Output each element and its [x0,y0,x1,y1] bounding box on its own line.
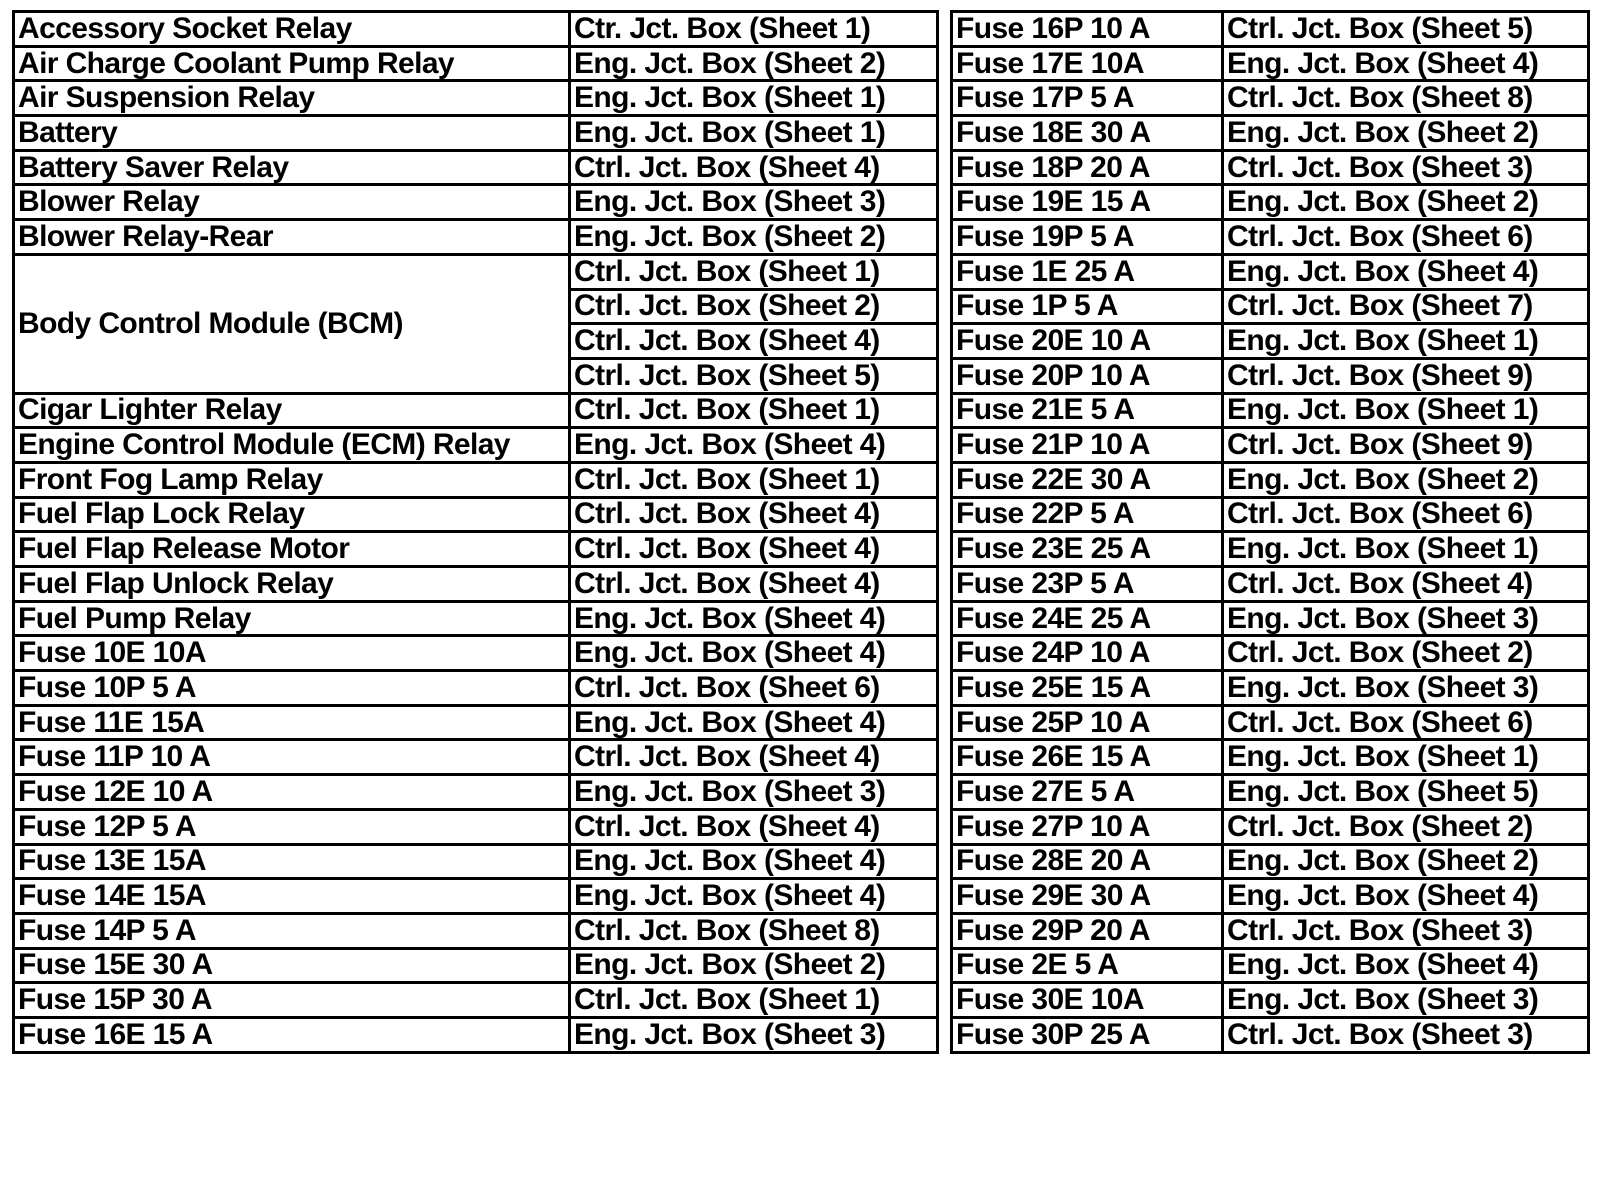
table-row [952,358,1589,393]
location-cell: Eng. Jct. Box (Sheet 4) [570,879,938,914]
table-row [952,740,1589,775]
table-row [14,254,938,289]
table-row [14,462,938,497]
location-cell: Ctrl. Jct. Box (Sheet 8) [1223,81,1589,116]
table-row [14,46,938,81]
location-cell: Eng. Jct. Box (Sheet 1) [1223,324,1589,359]
table-row [952,324,1589,359]
location-cell: Ctrl. Jct. Box (Sheet 8) [570,913,938,948]
table-row [952,671,1589,706]
table-row [952,809,1589,844]
table-row [952,567,1589,602]
location-cell: Eng. Jct. Box (Sheet 4) [1223,254,1589,289]
left-component-table [12,10,939,1054]
component-name-cell: Accessory Socket Relay [14,12,570,47]
table-row [14,775,938,810]
component-name-cell: Air Suspension Relay [14,81,570,116]
location-cell: Ctrl. Jct. Box (Sheet 1) [570,983,938,1018]
location-cell: Eng. Jct. Box (Sheet 3) [570,775,938,810]
component-name-cell: Fuse 27E 5 A [952,775,1223,810]
component-name-cell: Fuse 21P 10 A [952,428,1223,463]
table-row [952,220,1589,255]
component-name-cell: Fuse 11P 10 A [14,740,570,775]
location-cell: Ctrl. Jct. Box (Sheet 2) [1223,809,1589,844]
table-row [952,393,1589,428]
component-name-cell: Fuel Pump Relay [14,601,570,636]
table-row [14,497,938,532]
location-cell: Ctrl. Jct. Box (Sheet 6) [1223,705,1589,740]
location-cell: Ctrl. Jct. Box (Sheet 4) [570,809,938,844]
table-row [952,844,1589,879]
component-name-cell: Fuel Flap Unlock Relay [14,567,570,602]
table-row [952,775,1589,810]
component-name-cell: Fuse 23P 5 A [952,567,1223,602]
location-cell: Ctrl. Jct. Box (Sheet 6) [1223,220,1589,255]
table-row [952,81,1589,116]
location-cell: Ctrl. Jct. Box (Sheet 3) [1223,150,1589,185]
component-name-cell: Fuse 16P 10 A [952,12,1223,47]
location-cell: Eng. Jct. Box (Sheet 4) [1223,948,1589,983]
component-name-cell: Fuse 1P 5 A [952,289,1223,324]
component-name-cell: Fuse 19E 15 A [952,185,1223,220]
location-cell: Ctrl. Jct. Box (Sheet 6) [570,671,938,706]
table-row [952,150,1589,185]
location-cell: Ctrl. Jct. Box (Sheet 4) [570,532,938,567]
table-row [14,740,938,775]
table-row [952,983,1589,1018]
location-cell: Ctrl. Jct. Box (Sheet 1) [570,254,938,289]
location-cell: Ctrl. Jct. Box (Sheet 4) [570,567,938,602]
table-row [952,705,1589,740]
table-row [14,116,938,151]
location-cell: Eng. Jct. Box (Sheet 1) [1223,740,1589,775]
location-cell: Ctrl. Jct. Box (Sheet 9) [1223,358,1589,393]
component-name-cell: Fuse 22E 30 A [952,462,1223,497]
location-cell: Ctrl. Jct. Box (Sheet 9) [1223,428,1589,463]
component-name-cell: Fuse 13E 15A [14,844,570,879]
component-name-cell: Fuel Flap Lock Relay [14,497,570,532]
table-row [14,393,938,428]
table-row [952,1017,1589,1052]
location-cell: Ctrl. Jct. Box (Sheet 4) [1223,567,1589,602]
component-name-cell: Fuse 12P 5 A [14,809,570,844]
component-name-cell: Fuse 23E 25 A [952,532,1223,567]
location-cell: Eng. Jct. Box (Sheet 2) [570,948,938,983]
location-cell: Eng. Jct. Box (Sheet 2) [1223,462,1589,497]
component-name-cell: Fuse 15E 30 A [14,948,570,983]
component-name-cell: Cigar Lighter Relay [14,393,570,428]
location-cell: Ctrl. Jct. Box (Sheet 1) [570,393,938,428]
location-cell: Eng. Jct. Box (Sheet 4) [1223,46,1589,81]
table-row [14,428,938,463]
component-name-cell: Fuse 17P 5 A [952,81,1223,116]
component-name-cell: Fuse 2E 5 A [952,948,1223,983]
component-name-cell: Fuse 30P 25 A [952,1017,1223,1052]
component-name-cell: Fuse 30E 10A [952,983,1223,1018]
component-name-cell: Fuse 29P 20 A [952,913,1223,948]
table-row [952,428,1589,463]
location-cell: Eng. Jct. Box (Sheet 1) [1223,393,1589,428]
location-cell: Eng. Jct. Box (Sheet 1) [1223,532,1589,567]
location-cell: Eng. Jct. Box (Sheet 2) [1223,185,1589,220]
table-row [952,601,1589,636]
component-name-cell: Fuse 21E 5 A [952,393,1223,428]
table-row [14,879,938,914]
table-row [14,81,938,116]
location-cell: Eng. Jct. Box (Sheet 2) [1223,844,1589,879]
location-cell: Eng. Jct. Box (Sheet 3) [570,1017,938,1052]
location-cell: Eng. Jct. Box (Sheet 3) [570,185,938,220]
component-name-cell: Engine Control Module (ECM) Relay [14,428,570,463]
location-cell: Eng. Jct. Box (Sheet 4) [570,601,938,636]
location-cell: Eng. Jct. Box (Sheet 4) [570,636,938,671]
table-row [14,150,938,185]
table-row [14,671,938,706]
table-row [952,289,1589,324]
table-row [14,844,938,879]
table-row [14,913,938,948]
component-name-cell: Fuse 20E 10 A [952,324,1223,359]
location-cell: Eng. Jct. Box (Sheet 4) [1223,879,1589,914]
right-table-body [952,12,1589,1053]
component-name-cell: Air Charge Coolant Pump Relay [14,46,570,81]
location-cell: Ctrl. Jct. Box (Sheet 3) [1223,1017,1589,1052]
location-cell: Eng. Jct. Box (Sheet 4) [570,428,938,463]
table-row [952,636,1589,671]
table-row [952,254,1589,289]
location-cell: Eng. Jct. Box (Sheet 4) [570,844,938,879]
component-name-cell: Fuse 10P 5 A [14,671,570,706]
location-cell: Ctrl. Jct. Box (Sheet 5) [570,358,938,393]
table-row [952,879,1589,914]
table-row [952,185,1589,220]
location-cell: Ctrl. Jct. Box (Sheet 6) [1223,497,1589,532]
table-row [14,567,938,602]
component-name-cell: Fuse 18P 20 A [952,150,1223,185]
table-row [14,601,938,636]
table-row [14,705,938,740]
component-name-cell: Fuse 24P 10 A [952,636,1223,671]
right-component-table [950,10,1590,1054]
component-name-cell: Blower Relay [14,185,570,220]
component-name-cell: Body Control Module (BCM) [14,254,570,393]
table-row [14,185,938,220]
component-name-cell: Fuse 18E 30 A [952,116,1223,151]
table-row [14,1017,938,1052]
location-cell: Ctr. Jct. Box (Sheet 1) [570,12,938,47]
component-name-cell: Fuse 15P 30 A [14,983,570,1018]
location-cell: Eng. Jct. Box (Sheet 4) [570,705,938,740]
table-row [14,220,938,255]
component-name-cell: Fuse 25P 10 A [952,705,1223,740]
component-name-cell: Blower Relay-Rear [14,220,570,255]
location-cell: Eng. Jct. Box (Sheet 3) [1223,671,1589,706]
component-name-cell: Fuse 10E 10A [14,636,570,671]
component-name-cell: Fuse 28E 20 A [952,844,1223,879]
location-cell: Ctrl. Jct. Box (Sheet 1) [570,462,938,497]
location-cell: Ctrl. Jct. Box (Sheet 2) [1223,636,1589,671]
location-cell: Eng. Jct. Box (Sheet 2) [570,46,938,81]
table-row [14,948,938,983]
component-name-cell: Fuse 17E 10A [952,46,1223,81]
location-cell: Eng. Jct. Box (Sheet 3) [1223,983,1589,1018]
component-name-cell: Fuse 22P 5 A [952,497,1223,532]
component-name-cell: Battery [14,116,570,151]
component-name-cell: Battery Saver Relay [14,150,570,185]
location-cell: Ctrl. Jct. Box (Sheet 4) [570,150,938,185]
location-cell: Ctrl. Jct. Box (Sheet 4) [570,740,938,775]
component-name-cell: Front Fog Lamp Relay [14,462,570,497]
table-row [14,532,938,567]
table-row [14,983,938,1018]
location-cell: Eng. Jct. Box (Sheet 1) [570,81,938,116]
component-name-cell: Fuse 1E 25 A [952,254,1223,289]
component-name-cell: Fuse 16E 15 A [14,1017,570,1052]
table-row [952,948,1589,983]
location-cell: Ctrl. Jct. Box (Sheet 7) [1223,289,1589,324]
table-row [952,46,1589,81]
component-name-cell: Fuse 20P 10 A [952,358,1223,393]
component-name-cell: Fuse 24E 25 A [952,601,1223,636]
table-row [952,913,1589,948]
location-cell: Eng. Jct. Box (Sheet 2) [1223,116,1589,151]
component-name-cell: Fuse 25E 15 A [952,671,1223,706]
component-name-cell: Fuse 11E 15A [14,705,570,740]
location-cell: Eng. Jct. Box (Sheet 1) [570,116,938,151]
component-name-cell: Fuse 14P 5 A [14,913,570,948]
location-cell: Ctrl. Jct. Box (Sheet 4) [570,324,938,359]
location-cell: Ctrl. Jct. Box (Sheet 4) [570,497,938,532]
component-name-cell: Fuse 27P 10 A [952,809,1223,844]
component-name-cell: Fuse 12E 10 A [14,775,570,810]
location-cell: Eng. Jct. Box (Sheet 5) [1223,775,1589,810]
location-cell: Ctrl. Jct. Box (Sheet 2) [570,289,938,324]
table-row [952,532,1589,567]
component-name-cell: Fuse 29E 30 A [952,879,1223,914]
location-cell: Ctrl. Jct. Box (Sheet 3) [1223,913,1589,948]
table-row [14,636,938,671]
component-name-cell: Fuse 14E 15A [14,879,570,914]
table-row [952,116,1589,151]
table-row [952,12,1589,47]
table-row [952,462,1589,497]
table-row [14,809,938,844]
left-table-body [14,12,938,1053]
component-name-cell: Fuse 26E 15 A [952,740,1223,775]
location-cell: Eng. Jct. Box (Sheet 3) [1223,601,1589,636]
location-cell: Eng. Jct. Box (Sheet 2) [570,220,938,255]
component-name-cell: Fuse 19P 5 A [952,220,1223,255]
table-row [952,497,1589,532]
component-name-cell: Fuel Flap Release Motor [14,532,570,567]
location-cell: Ctrl. Jct. Box (Sheet 5) [1223,12,1589,47]
table-row [14,12,938,47]
